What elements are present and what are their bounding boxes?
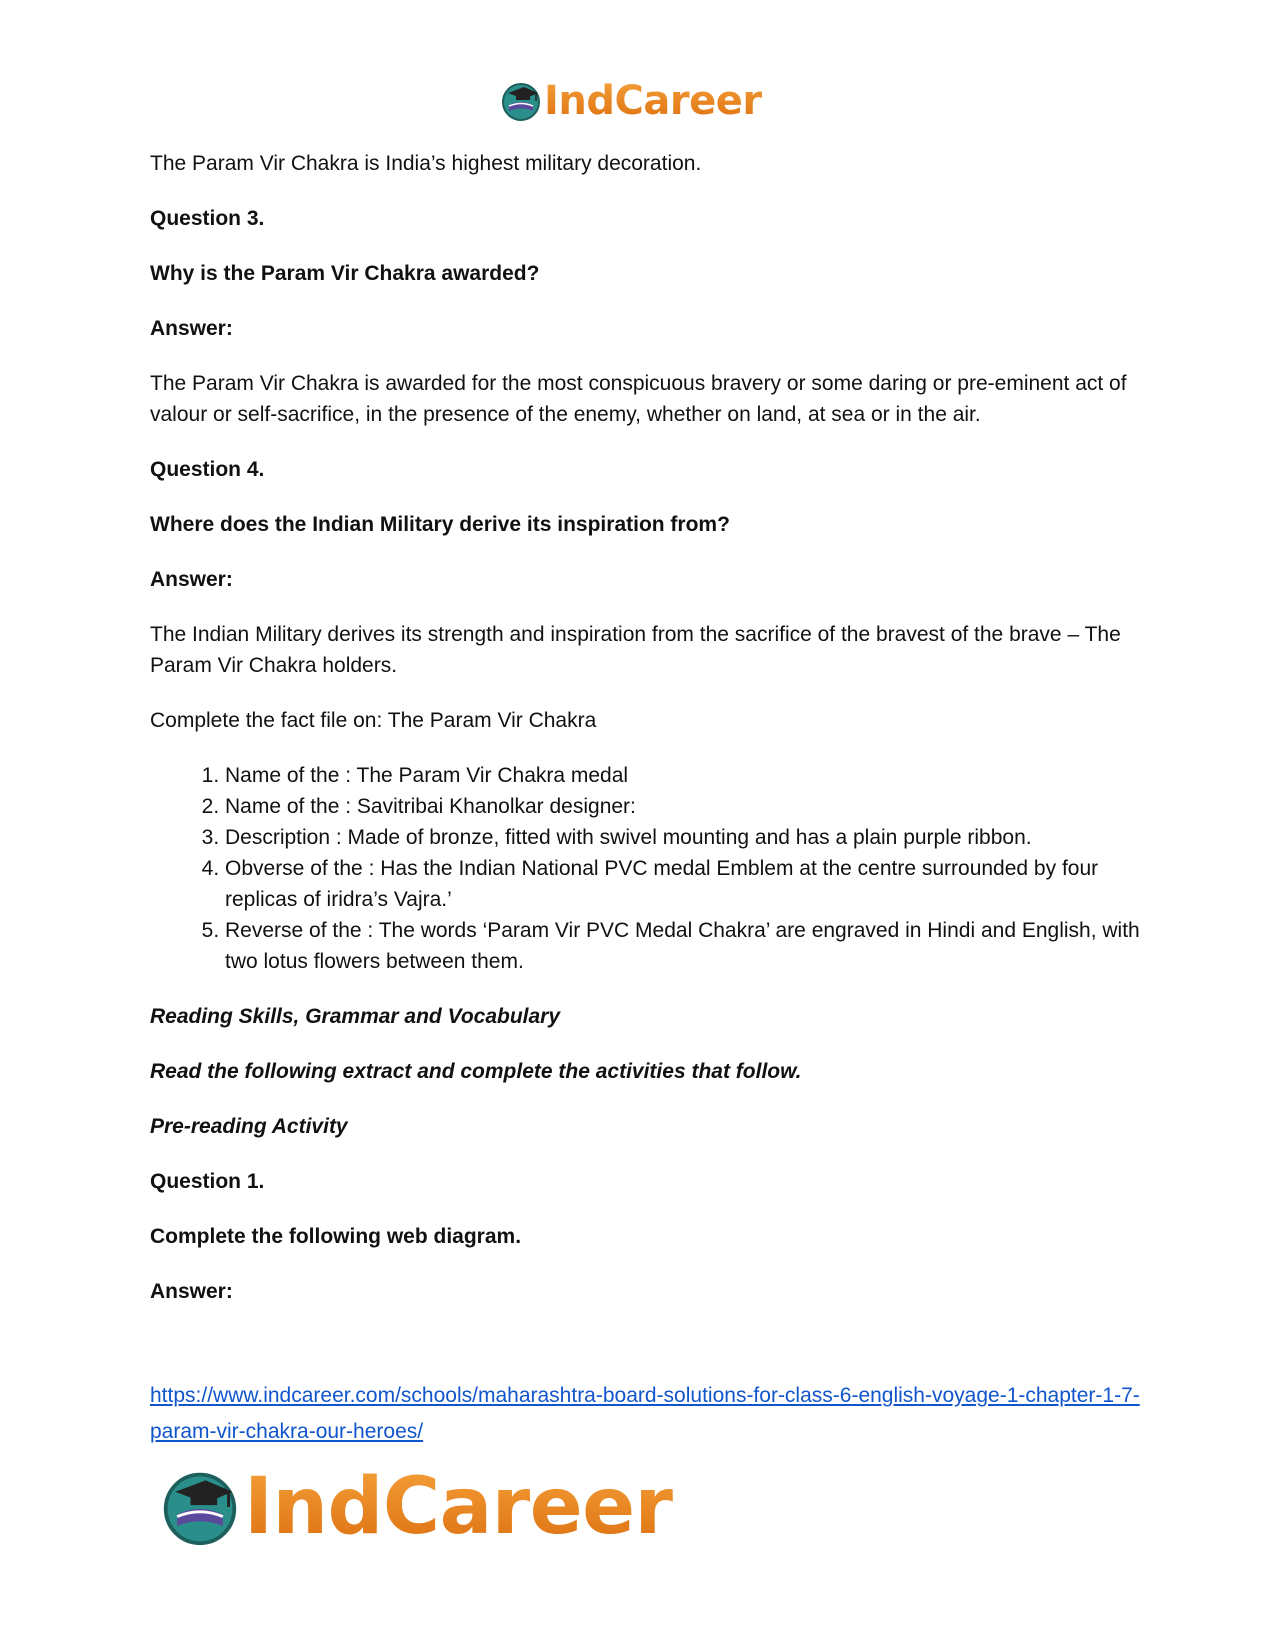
question-4-answer-label: Answer: — [150, 568, 233, 591]
logo-wordmark: IndCareer — [244, 1462, 673, 1552]
graduation-globe-icon — [500, 80, 542, 122]
logo-wordmark: IndCareer — [544, 78, 762, 124]
question-3-answer-label: Answer: — [150, 317, 233, 340]
question-4-text: Where does the Indian Military derive its inspiration from? — [150, 513, 730, 536]
question-1-label: Question 1. — [150, 1170, 265, 1193]
section-heading: Reading Skills, Grammar and Vocabulary — [150, 1005, 561, 1028]
question-3-answer: The Param Vir Chakra is awarded for the most conspicuous bravery or some daring or pre-eminent act of valour or self-sacrifice, in the presence of the enemy, whether on land, at sea or in the air. — [150, 372, 1127, 426]
question-1-text: Complete the following web diagram. — [150, 1225, 522, 1248]
list-item: 2. Name of the : Savitribai Khanolkar designer: — [225, 791, 1140, 822]
question-1-answer-label: Answer: — [150, 1280, 233, 1303]
question-3-label: Question 3. — [150, 207, 265, 230]
document-body — [150, 148, 1140, 1331]
list-item: 4. Obverse of the : Has the Indian National PVC medal Emblem at the centre surrounded by four replicas of iridra’s Vajra.’ — [225, 853, 1140, 915]
footer-logo — [160, 1462, 673, 1552]
graduation-globe-icon — [160, 1467, 240, 1547]
question-4-answer: The Indian Military derives its strength and inspiration from the sacrifice of the bravest of the brave – The Param Vir Chakra holders. — [150, 623, 1121, 677]
list-item: 5. Reverse of the : The words ‘Param Vir PVC Medal Chakra’ are engraved in Hindi and English, with two lotus flowers between them. — [225, 915, 1140, 977]
section-instruction: Read the following extract and complete the activities that follow. — [150, 1060, 802, 1083]
question-3-text: Why is the Param Vir Chakra awarded? — [150, 262, 540, 285]
pre-reading-heading: Pre-reading Activity — [150, 1115, 348, 1138]
list-item: 3. Description : Made of bronze, fitted with swivel mounting and has a plain purple ribbon. — [225, 822, 1140, 853]
list-item: 1. Name of the : The Param Vir Chakra medal — [225, 760, 1140, 791]
question-4-label: Question 4. — [150, 458, 265, 481]
source-url-link[interactable]: https://www.indcareer.com/schools/maharashtra-board-solutions-for-class-6-english-voyage-1-chapter-1-7-param-vir-chakra-our-heroes/ — [150, 1384, 1140, 1443]
fact-file-intro: Complete the fact file on: The Param Vir Chakra — [150, 709, 597, 732]
intro-paragraph: The Param Vir Chakra is India’s highest military decoration. — [150, 152, 702, 175]
fact-file-list — [150, 760, 1140, 977]
header-logo — [500, 76, 762, 126]
